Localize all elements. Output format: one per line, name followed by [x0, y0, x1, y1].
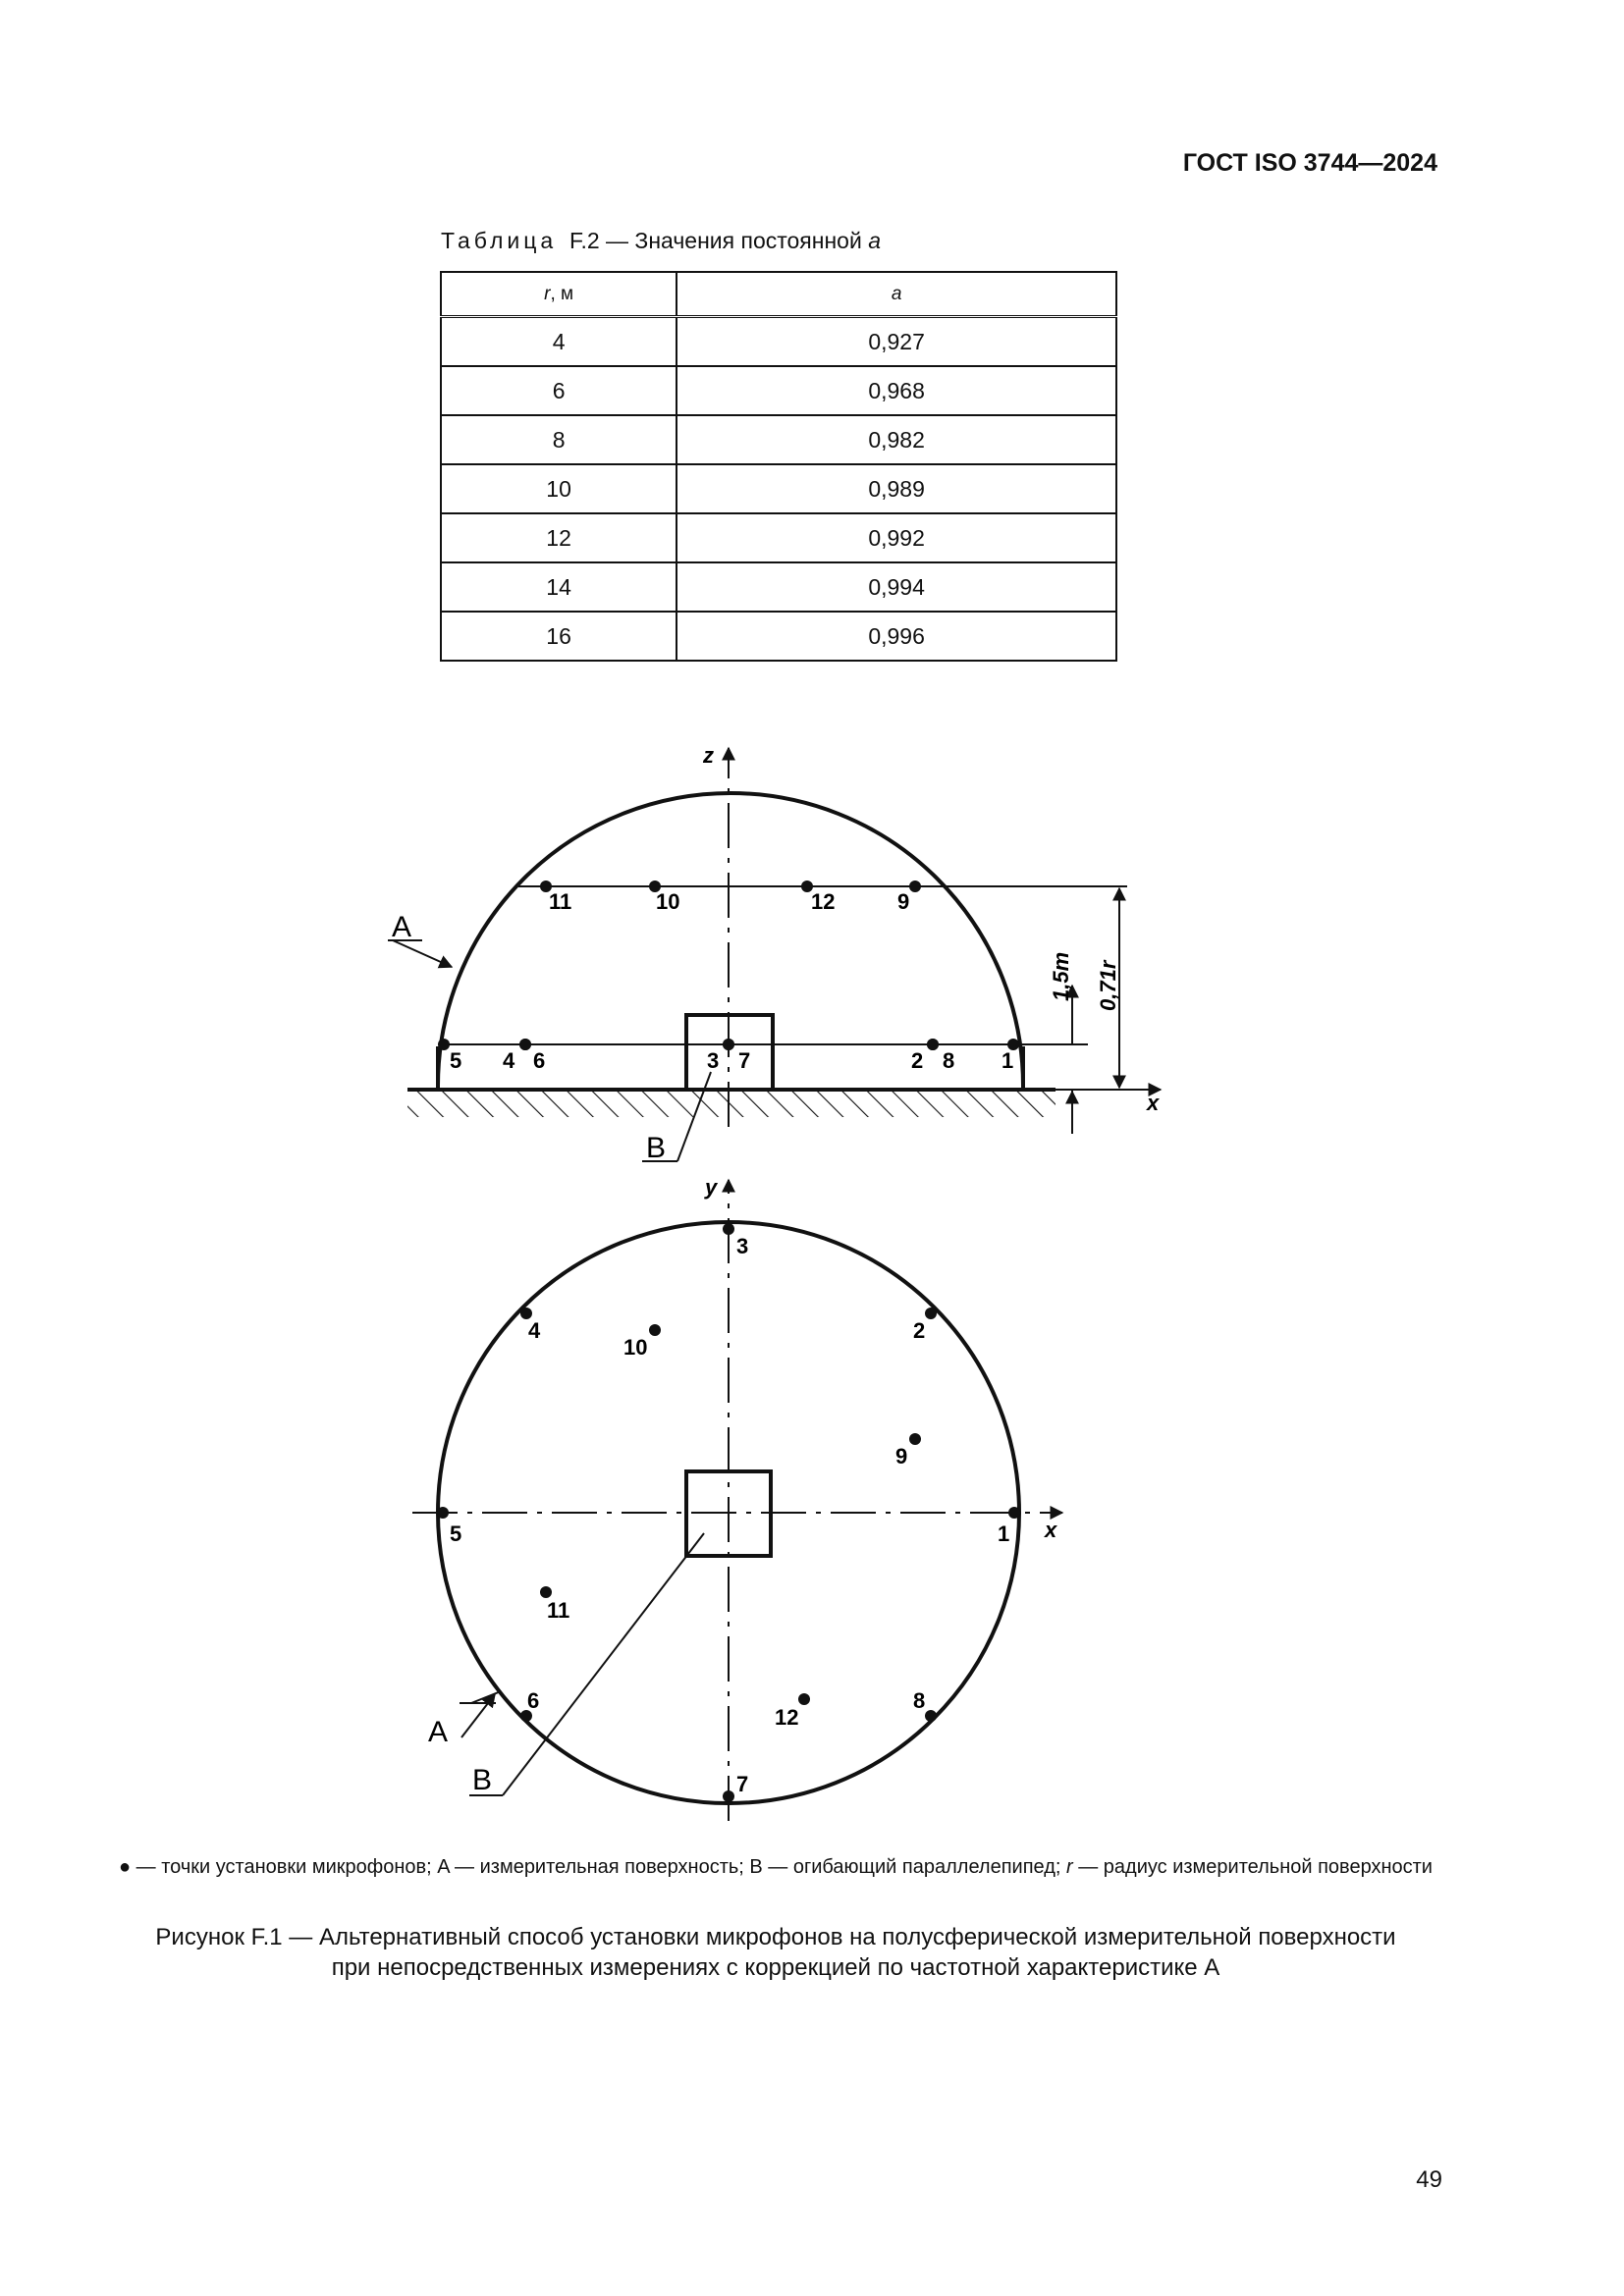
mic-point-plan: [723, 1790, 734, 1802]
mic-point-plan-label: 1: [998, 1522, 1010, 1546]
plan-view: [412, 1175, 1062, 1821]
label-0-71r: 0,71r: [1096, 960, 1120, 1011]
col-header-r-unit: , м: [550, 283, 574, 304]
label-1-5m: 1,5m: [1049, 951, 1073, 1001]
label-x-plan: x: [1045, 1518, 1057, 1542]
legend-text-2: — радиус измерительной поверхности: [1072, 1856, 1433, 1878]
cell-a: 0,992: [677, 513, 1116, 562]
cell-r: 10: [441, 464, 677, 513]
mic-point-plan-label: 11: [547, 1598, 570, 1623]
col-header-r-var: r: [544, 283, 551, 304]
figure-legend: [108, 1854, 1443, 1881]
label-B-side: B: [646, 1132, 667, 1164]
figure-caption-line-2: при непосредственных измерениях с коррекцией по частотной характеристике A: [331, 1954, 1220, 1981]
mic-point-plan: [909, 1433, 921, 1445]
label-x-side: x: [1147, 1091, 1160, 1115]
cell-a: 0,982: [677, 415, 1116, 464]
leader-B-plan: [503, 1533, 704, 1795]
mic-point-plan-label: 9: [895, 1444, 908, 1468]
cell-r: 4: [441, 317, 677, 367]
mic-point-plan-label: 7: [736, 1772, 749, 1796]
mic-point-plan-label: 12: [775, 1705, 799, 1730]
ground-hatching: [407, 1090, 1056, 1117]
document-id: ГОСТ ISO 3744—2024: [1182, 149, 1437, 177]
mic-point-side: [909, 881, 921, 892]
legend-bullet: ●: [119, 1856, 132, 1878]
cell-a: 0,927: [677, 317, 1116, 367]
mic-point-plan-label: 10: [623, 1335, 648, 1360]
label-y-plan: y: [705, 1175, 718, 1200]
mic-point-plan-label: 5: [450, 1522, 462, 1546]
table-caption-text: — Значения постоянной: [599, 228, 869, 253]
mic-point-plan: [798, 1693, 810, 1705]
mic-point-side-label: 4: [503, 1048, 515, 1073]
mic-point-side-label: 10: [656, 889, 680, 914]
label-B-plan: B: [472, 1764, 493, 1796]
cell-a: 0,996: [677, 612, 1116, 661]
mic-point-plan: [925, 1308, 937, 1319]
mic-point-plan: [723, 1223, 734, 1235]
cell-r: 6: [441, 366, 677, 415]
mic-point-side-label: 9: [897, 889, 910, 914]
cell-r: 14: [441, 562, 677, 612]
cell-r: 12: [441, 513, 677, 562]
mic-point-side-label: 6: [533, 1048, 546, 1073]
mic-point-side-label: 8: [943, 1048, 955, 1073]
leader-A-side: [393, 940, 452, 967]
mic-point-plan: [540, 1586, 552, 1598]
mic-point-side-label: 5: [450, 1048, 462, 1073]
table-caption-var: a: [868, 228, 881, 253]
mic-point-side-label: 1: [1001, 1048, 1014, 1073]
mic-point-plan: [1008, 1507, 1020, 1519]
mic-point-side: [519, 1039, 531, 1050]
mic-point-plan-label: 4: [528, 1318, 541, 1343]
mic-point-plan-label: 6: [527, 1688, 540, 1713]
mic-point-plan-label: 3: [736, 1234, 749, 1258]
mic-point-plan: [649, 1324, 661, 1336]
mic-point-side-label: 7: [738, 1048, 751, 1073]
label-z: z: [703, 743, 714, 768]
label-A-side: A: [392, 911, 412, 943]
mic-point-side-label: 12: [811, 889, 836, 914]
mic-point-plan: [925, 1710, 937, 1722]
mic-point-side-label: 2: [911, 1048, 924, 1073]
cell-r: 16: [441, 612, 677, 661]
label-A-plan: A: [428, 1716, 449, 1748]
cell-r: 8: [441, 415, 677, 464]
mic-point-plan-label: 8: [913, 1688, 926, 1713]
cell-a: 0,994: [677, 562, 1116, 612]
cell-a: 0,989: [677, 464, 1116, 513]
side-view: [388, 743, 1161, 1164]
figure-caption-line-1: Рисунок F.1 — Альтернативный способ установки микрофонов на полусферической измерительной поверхности: [155, 1924, 1396, 1950]
legend-var-r: r: [1066, 1856, 1073, 1878]
mic-point-side: [723, 1039, 734, 1050]
mic-point-plan: [437, 1507, 449, 1519]
table-caption-prefix: Таблица: [441, 228, 558, 253]
legend-text-1: — точки установки микрофонов; A — измерительная поверхность; B — огибающий параллелепипед;: [131, 1856, 1066, 1878]
cell-a: 0,968: [677, 366, 1116, 415]
mic-point-side-label: 3: [707, 1048, 720, 1073]
mic-point-side-label: 11: [549, 889, 572, 914]
table-caption-number: F.2: [568, 228, 600, 253]
mic-point-side: [927, 1039, 939, 1050]
page-number: 49: [1416, 2166, 1442, 2193]
mic-point-plan-label: 2: [913, 1318, 926, 1343]
leader-A-plan-tail: [471, 1691, 501, 1703]
mic-point-side: [438, 1039, 450, 1050]
col-header-a-var: a: [891, 283, 902, 304]
figure-caption: [108, 1922, 1443, 1983]
